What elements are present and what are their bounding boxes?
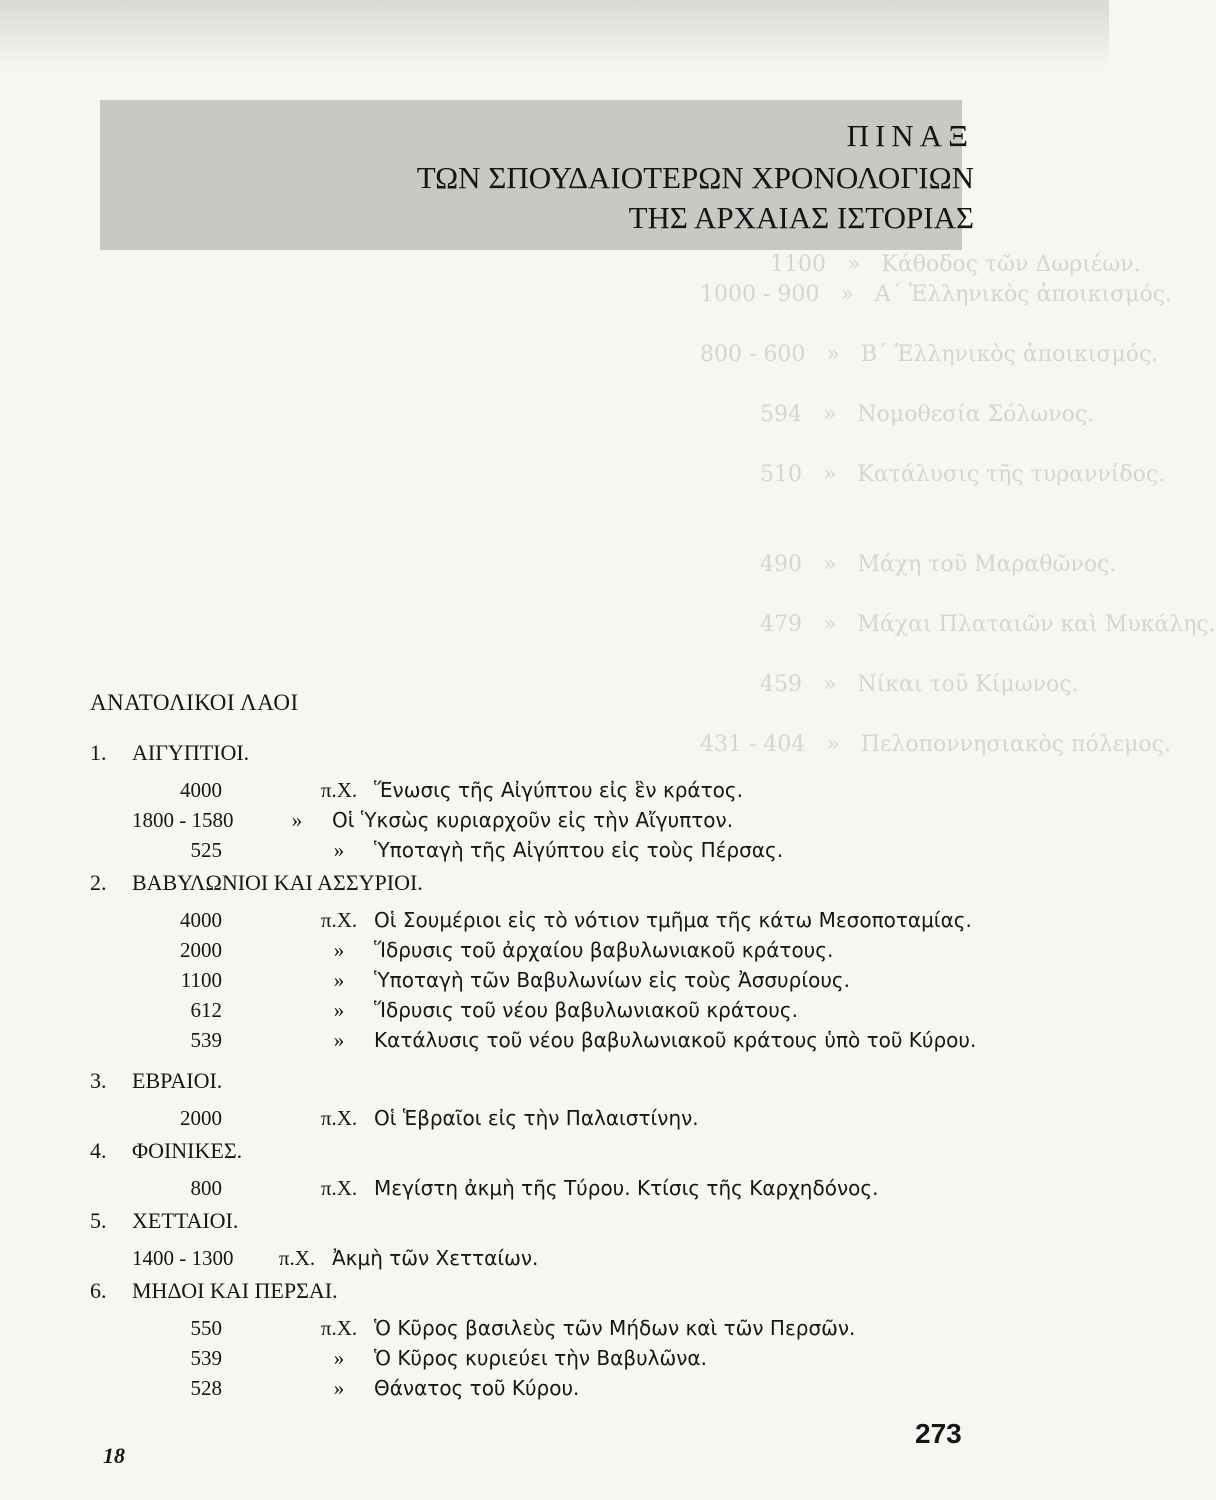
row-event: Οἱ Ἑβραῖοι εἰς τὴν Παλαιστίνην.: [374, 1106, 699, 1130]
title-line-1: ΠΙΝΑΞ: [846, 118, 974, 153]
group-heading: [90, 1138, 990, 1176]
row-era: π.Χ.: [320, 1106, 358, 1130]
row-era: π.Χ.: [320, 778, 358, 802]
row-year: 800: [190, 1176, 222, 1200]
row-year: 2000: [180, 938, 222, 962]
title-line-3: ΤΗΣ ΑΡΧΑΙΑΣ ΙΣΤΟΡΙΑΣ: [628, 200, 974, 235]
row-event: Κατάλυσις τοῦ νέου βαβυλωνιακοῦ κράτους ὑπὸ τοῦ Κύρου.: [374, 1028, 977, 1052]
chronology-row: [90, 1176, 990, 1206]
row-year: 550: [190, 1316, 222, 1340]
chronology-row: [90, 838, 990, 868]
row-event: Θάνατος τοῦ Κύρου.: [374, 1376, 580, 1400]
row-year: 528: [190, 1376, 222, 1400]
chronology-row: [90, 968, 990, 998]
group-number: 6.: [90, 1278, 107, 1303]
group-number: 3.: [90, 1068, 107, 1093]
chronology-row: [90, 808, 990, 838]
row-year: 525: [190, 838, 222, 862]
row-era: »: [333, 1346, 345, 1370]
group-name: ΕΒΡΑΙΟΙ.: [132, 1068, 223, 1093]
row-event: Ἕνωσις τῆς Αἰγύπτου εἰς ἓν κράτος.: [374, 778, 743, 802]
row-era: »: [291, 808, 303, 832]
chronology-group: [90, 1138, 990, 1206]
chronology-row: [90, 1028, 990, 1058]
group-name: ΜΗΔΟΙ ΚΑΙ ΠΕΡΣΑΙ.: [132, 1278, 338, 1303]
chronology-row: [90, 908, 990, 938]
chronology-row: [90, 1106, 990, 1136]
group-name: ΑΙΓΥΠΤΙΟΙ.: [132, 740, 250, 765]
chronology-row: [90, 1246, 990, 1276]
row-year: 1100: [180, 968, 222, 992]
group-heading: [90, 1278, 990, 1316]
chronology-row: [90, 1316, 990, 1346]
chronology-row: [90, 938, 990, 968]
chronology-group: [90, 1278, 990, 1406]
show-through-text: 431 - 404 » Πελοποννησιακὸς πόλεμος.: [700, 732, 1171, 757]
show-through-text: 479 » Μάχαι Πλαταιῶν καὶ Μυκάλης.: [760, 612, 1216, 637]
row-event: Ἵδρυσις τοῦ νέου βαβυλωνιακοῦ κράτους.: [374, 998, 798, 1022]
row-year: 1400 - 1300: [132, 1246, 234, 1270]
chronology-row: [90, 1376, 990, 1406]
chronology-row: [90, 778, 990, 808]
row-era: »: [333, 1028, 345, 1052]
group-heading: [90, 1208, 990, 1246]
group-name: ΦΟΙΝΙΚΕΣ.: [132, 1138, 243, 1163]
chronology-row: [90, 1346, 990, 1376]
chronology-row: [90, 998, 990, 1028]
group-heading: [90, 740, 990, 778]
group-number: 4.: [90, 1138, 107, 1163]
folio-right: 273: [915, 1418, 962, 1449]
show-through-text: 490 » Μάχη τοῦ Μαραθῶνος.: [760, 552, 1117, 577]
chronology-group: [90, 740, 990, 868]
row-era: »: [333, 1376, 345, 1400]
row-era: π.Χ.: [278, 1246, 316, 1270]
group-number: 1.: [90, 740, 107, 765]
row-event: Ἀκμὴ τῶν Χετταίων.: [332, 1246, 539, 1270]
group-name: ΧΕΤΤΑΙΟΙ.: [132, 1208, 239, 1233]
show-through-text: 800 - 600 » Β΄ Ἑλληνικὸς ἀποικισμός.: [700, 342, 1159, 367]
row-year: 4000: [180, 908, 222, 932]
row-era: »: [333, 938, 345, 962]
row-era: π.Χ.: [320, 1176, 358, 1200]
row-year: 539: [190, 1028, 222, 1052]
row-event: Οἱ Σουμέριοι εἰς τὸ νότιον τμῆμα τῆς κάτω Μεσοποταμίας.: [374, 908, 972, 932]
row-year: 2000: [180, 1106, 222, 1130]
row-event: Ὁ Κῦρος βασιλεὺς τῶν Μήδων καὶ τῶν Περσῶν.: [374, 1316, 856, 1340]
row-year: 612: [190, 998, 222, 1022]
section-title: ΑΝΑΤΟΛΙΚΟΙ ΛΑΟΙ: [90, 690, 299, 715]
show-through-text: 1100 » Κάθοδος τῶν Δωριέων.: [770, 252, 1141, 277]
page-edge-shadow: [0, 0, 1109, 70]
group-heading: [90, 1068, 990, 1106]
row-year: 4000: [180, 778, 222, 802]
row-era: »: [333, 838, 345, 862]
show-through-text: 1000 - 900 » Α΄ Ἑλληνικὸς ἀποικισμός.: [700, 282, 1173, 307]
row-event: Μεγίστη ἀκμὴ τῆς Τύρου. Κτίσις τῆς Καρχηδόνος.: [374, 1176, 879, 1200]
group-heading: [90, 870, 990, 908]
title-banner: [100, 100, 974, 250]
chronology-group: [90, 1208, 990, 1276]
show-through-text: 510 » Κατάλυσις τῆς τυραννίδος.: [760, 462, 1166, 487]
row-era: »: [333, 998, 345, 1022]
row-event: Ὑποταγὴ τῆς Αἰγύπτου εἰς τοὺς Πέρσας.: [374, 838, 784, 862]
group-number: 2.: [90, 870, 107, 895]
row-era: π.Χ.: [320, 908, 358, 932]
row-era: π.Χ.: [320, 1316, 358, 1340]
row-event: Ὑποταγὴ τῶν Βαβυλωνίων εἰς τοὺς Ἀσσυρίους.: [374, 968, 850, 992]
show-through-text: 459 » Νίκαι τοῦ Κίμωνος.: [760, 672, 1079, 697]
chronology-group: [90, 1068, 990, 1136]
title-line-2: ΤΩΝ ΣΠΟΥΔΑΙΟΤΕΡΩΝ ΧΡΟΝΟΛΟΓΙΩΝ: [416, 160, 974, 195]
group-name: ΒΑΒΥΛΩΝΙΟΙ ΚΑΙ ΑΣΣΥΡΙΟΙ.: [132, 870, 423, 895]
row-event: Ἵδρυσις τοῦ ἀρχαίου βαβυλωνιακοῦ κράτους.: [374, 938, 834, 962]
row-year: 539: [190, 1346, 222, 1370]
row-event: Ὁ Κῦρος κυριεύει τὴν Βαβυλῶνα.: [374, 1346, 707, 1370]
row-era: »: [333, 968, 345, 992]
group-number: 5.: [90, 1208, 107, 1233]
row-year: 1800 - 1580: [132, 808, 234, 832]
chronology-group: [90, 870, 990, 1058]
show-through-text: 594 » Νομοθεσία Σόλωνος.: [760, 402, 1095, 427]
row-event: Οἱ Ὑκσὼς κυριαρχοῦν εἰς τὴν Αἴγυπτον.: [332, 808, 734, 832]
folio-left: 18: [103, 1443, 125, 1468]
